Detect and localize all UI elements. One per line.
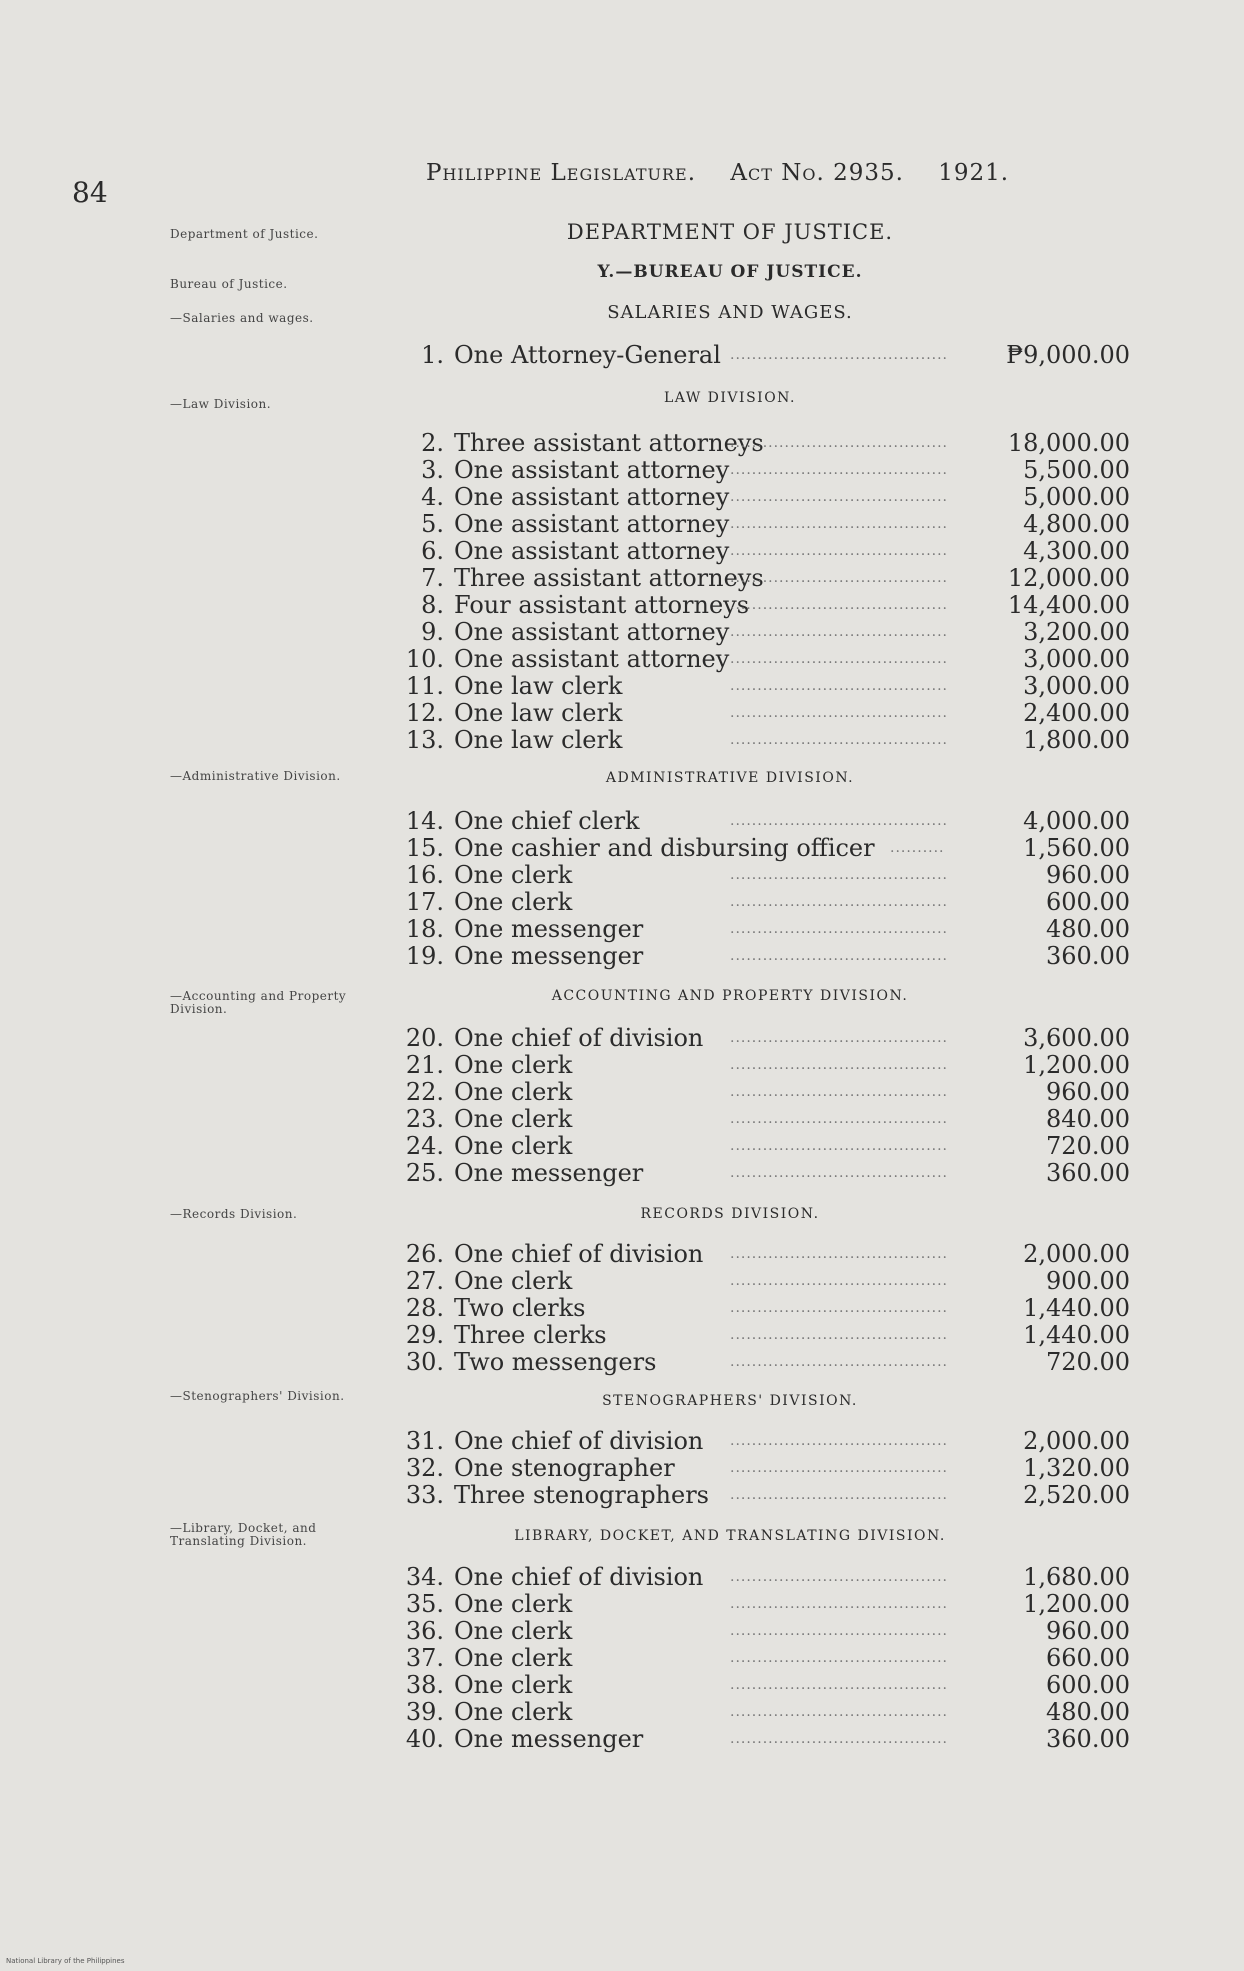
page-number: 84 bbox=[72, 176, 108, 209]
margin-note-accounting: —Accounting and Property Division. bbox=[170, 989, 347, 1016]
salary-row: 4. One assistant attorney ........................................ 5,000.00 bbox=[421, 483, 1130, 511]
salary-row: 19. One messenger ........................................ 360.00 bbox=[405, 942, 1130, 970]
margin-note-stenographers: —Stenographers' Division. bbox=[170, 1389, 345, 1403]
salary-row: 15. One cashier and disbursing officer .......... 1,560.00 bbox=[405, 834, 1130, 862]
salary-row: 34. One chief of division ........................................ 1,680.00 bbox=[405, 1563, 1130, 1591]
margin-note-department: Department of Justice. bbox=[170, 227, 319, 241]
margin-note-salaries: —Salaries and wages. bbox=[170, 311, 314, 325]
salary-row: 11. One law clerk ........................................ 3,000.00 bbox=[405, 672, 1130, 700]
salary-row: 3. One assistant attorney ........................................ 5,500.00 bbox=[421, 456, 1130, 484]
salary-row: 29. Three clerks ........................................ 1,440.00 bbox=[405, 1321, 1130, 1349]
margin-note-law: —Law Division. bbox=[170, 397, 272, 411]
running-head-right: 1921. bbox=[938, 160, 1010, 186]
salary-row: 35. One clerk ........................................ 1,200.00 bbox=[405, 1590, 1130, 1618]
running-head bbox=[426, 160, 1035, 186]
salary-row: 12. One law clerk ........................................ 2,400.00 bbox=[405, 699, 1130, 727]
salary-row: 39. One clerk ........................................ 480.00 bbox=[405, 1698, 1130, 1726]
salary-row: 38. One clerk ........................................ 600.00 bbox=[405, 1671, 1130, 1699]
department-heading: DEPARTMENT OF JUSTICE. bbox=[566, 220, 894, 244]
library-footer: National Library of the Philippines bbox=[6, 1957, 125, 1965]
salary-row: 21. One clerk ........................................ 1,200.00 bbox=[405, 1051, 1130, 1079]
margin-note-records: —Records Division. bbox=[170, 1207, 298, 1221]
salary-row: 30. Two messengers ........................................ 720.00 bbox=[405, 1348, 1130, 1376]
salary-row: 40. One messenger ........................................ 360.00 bbox=[405, 1725, 1130, 1753]
running-head-middle: Act No. 2935. bbox=[730, 160, 904, 186]
salary-row: 8. Four assistant attorneys ........................................ 14,400.00 bbox=[421, 591, 1130, 619]
section-heading-administrative: ADMINISTRATIVE DIVISION. bbox=[605, 770, 855, 786]
salary-row: 26. One chief of division ........................................ 2,000.00 bbox=[405, 1240, 1130, 1268]
section-heading-accounting: ACCOUNTING AND PROPERTY DIVISION. bbox=[551, 988, 909, 1004]
salary-row: 27. One clerk ........................................ 900.00 bbox=[405, 1267, 1130, 1295]
margin-note-administrative: —Administrative Division. bbox=[170, 769, 341, 783]
salary-row: 37. One clerk ........................................ 660.00 bbox=[405, 1644, 1130, 1672]
salary-row: 28. Two clerks ........................................ 1,440.00 bbox=[405, 1294, 1130, 1322]
salary-row: 36. One clerk ........................................ 960.00 bbox=[405, 1617, 1130, 1645]
section-heading-stenographers: STENOGRAPHERS' DIVISION. bbox=[602, 1393, 858, 1409]
salary-row: 22. One clerk ........................................ 960.00 bbox=[405, 1078, 1130, 1106]
bureau-heading: Y.—BUREAU OF JUSTICE. bbox=[597, 262, 863, 282]
salaries-heading: SALARIES AND WAGES. bbox=[607, 302, 853, 323]
salary-row: 25. One messenger ........................................ 360.00 bbox=[405, 1159, 1130, 1187]
salary-row: 10. One assistant attorney ........................................ 3,000.00 bbox=[405, 645, 1130, 673]
salary-row: 23. One clerk ........................................ 840.00 bbox=[405, 1105, 1130, 1133]
section-heading-library: LIBRARY, DOCKET, AND TRANSLATING DIVISION. bbox=[514, 1528, 946, 1544]
salary-row: 2. Three assistant attorneys ........................................ 18,000.00 bbox=[421, 429, 1130, 457]
salary-row: 32. One stenographer ........................................ 1,320.00 bbox=[405, 1454, 1130, 1482]
margin-note-bureau: Bureau of Justice. bbox=[170, 277, 288, 291]
section-heading-law: LAW DIVISION. bbox=[664, 390, 796, 406]
salary-row: 5. One assistant attorney ........................................ 4,800.00 bbox=[421, 510, 1130, 538]
salary-row: 13. One law clerk ........................................ 1,800.00 bbox=[405, 726, 1130, 754]
salary-row: 24. One clerk ........................................ 720.00 bbox=[405, 1132, 1130, 1160]
salary-row: 20. One chief of division ........................................ 3,600.00 bbox=[405, 1024, 1130, 1052]
salary-row: 31. One chief of division ........................................ 2,000.00 bbox=[405, 1427, 1130, 1455]
section-heading-records: RECORDS DIVISION. bbox=[640, 1206, 820, 1222]
salary-row: 14. One chief clerk ........................................ 4,000.00 bbox=[405, 807, 1130, 835]
running-head-left: Philippine Legislature. bbox=[426, 160, 697, 186]
salary-row: 7. Three assistant attorneys ........................................ 12,000.00 bbox=[421, 564, 1130, 592]
salary-row: 17. One clerk ........................................ 600.00 bbox=[405, 888, 1130, 916]
salary-row: 1. One Attorney-General ........................................ ₱9,000.00 bbox=[421, 341, 1130, 369]
salary-row: 6. One assistant attorney ........................................ 4,300.00 bbox=[421, 537, 1130, 565]
salary-row: 16. One clerk ........................................ 960.00 bbox=[405, 861, 1130, 889]
salary-row: 33. Three stenographers ........................................ 2,520.00 bbox=[405, 1481, 1130, 1509]
salary-row: 18. One messenger ........................................ 480.00 bbox=[405, 915, 1130, 943]
salary-row: 9. One assistant attorney ........................................ 3,200.00 bbox=[421, 618, 1130, 646]
margin-note-library: —Library, Docket, and Translating Division. bbox=[170, 1521, 317, 1548]
